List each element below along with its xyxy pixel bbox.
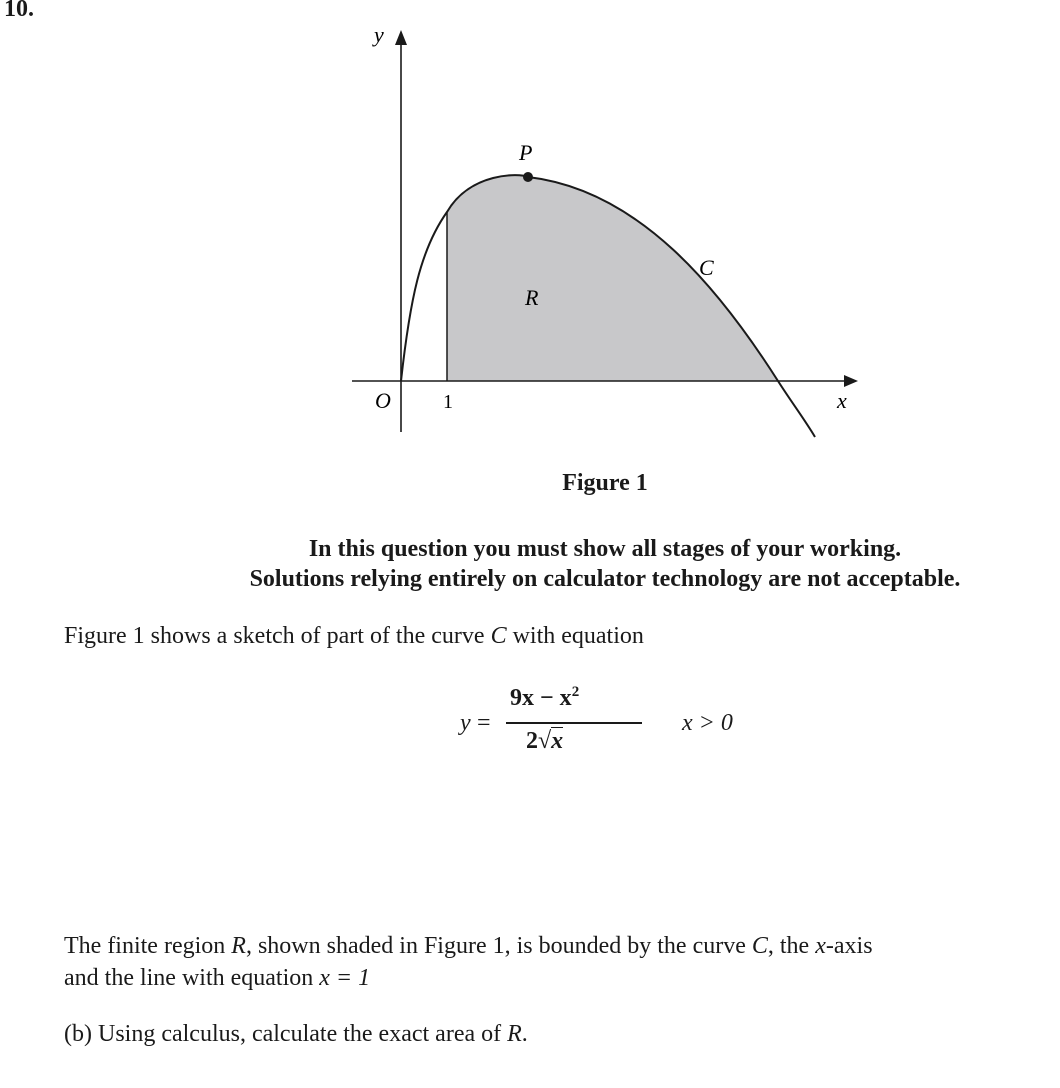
- intro-text-before: Figure 1 shows a sketch of part of the curve: [64, 623, 491, 649]
- origin-label: O: [375, 388, 391, 413]
- equation-denominator: [526, 728, 563, 755]
- part-b-text: Using calculus, calculate the exact area of: [91, 1021, 508, 1047]
- part-b-end: .: [521, 1021, 528, 1047]
- region-text-c: C: [751, 933, 768, 959]
- sqrt-symbol: √: [538, 728, 552, 754]
- figure-caption: Figure 1: [562, 470, 648, 496]
- denominator-radicand: x: [551, 728, 564, 754]
- equation-numerator: [510, 684, 579, 712]
- region-text-equation: x = 1: [319, 965, 371, 991]
- question-number: 10.: [4, 0, 34, 22]
- fraction-bar: [506, 722, 642, 724]
- point-p-label: P: [519, 140, 533, 165]
- y-axis-label: y: [374, 22, 384, 47]
- region-text-2: , shown shaded in Figure 1, is bounded by the curve: [245, 933, 752, 959]
- tick-label-1: 1: [443, 391, 453, 413]
- intro-curve-name: C: [490, 623, 507, 649]
- region-text-x: x: [815, 933, 826, 959]
- region-text-1: The finite region: [64, 933, 232, 959]
- region-r-label: R: [525, 285, 539, 310]
- instruction-line-1: In this question you must show all stages of your working.: [308, 536, 902, 562]
- part-b-question: [64, 1018, 528, 1050]
- figure-1-sketch: [0, 0, 1060, 450]
- part-b-r: R: [507, 1021, 522, 1047]
- equation-lhs: y: [460, 710, 471, 736]
- instruction-line-2: Solutions relying entirely on calculator technology are not acceptable.: [249, 566, 961, 592]
- point-p: [523, 172, 533, 182]
- equation-equals: =: [477, 710, 491, 736]
- equation-numerator-text: 9x − x: [510, 685, 572, 711]
- equation-numerator-power: 2: [571, 684, 580, 700]
- y-axis-arrow: [395, 30, 407, 45]
- region-text-4: -axis: [825, 933, 873, 959]
- region-text-3: , the: [767, 933, 816, 959]
- part-b-label: (b): [64, 1021, 92, 1047]
- domain-condition: x > 0: [682, 710, 733, 736]
- intro-paragraph: [64, 620, 644, 652]
- region-description: [64, 930, 1024, 994]
- x-axis-arrow: [844, 375, 858, 387]
- x-axis-label: x: [837, 388, 847, 413]
- curve-c-label: C: [699, 255, 714, 280]
- intro-text-after: with equation: [506, 623, 644, 649]
- curve-equation: [460, 680, 780, 770]
- region-text-line2: and the line with equation: [64, 965, 320, 991]
- region-text-r: R: [231, 933, 246, 959]
- denominator-coefficient: 2: [526, 728, 538, 754]
